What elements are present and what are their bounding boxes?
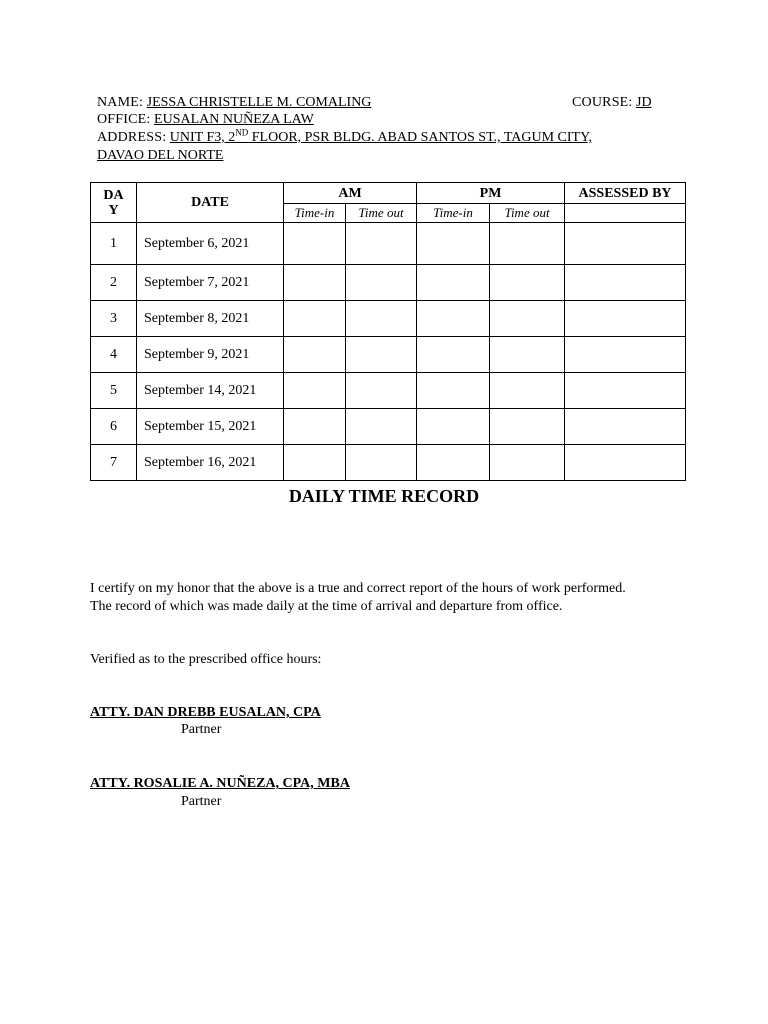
address-part1: UNIT F3, 2 [169, 130, 236, 145]
office-value: EUSALAN NUÑEZA LAW [154, 112, 314, 127]
name-line [97, 95, 371, 111]
day-cell: 4 [91, 337, 137, 373]
certification-text [90, 580, 626, 616]
am-time-in-cell [284, 445, 346, 481]
assessed-by-cell [565, 265, 686, 301]
assessed-by-cell [565, 337, 686, 373]
table-row [91, 337, 686, 373]
am-time-in-cell [284, 409, 346, 445]
assessed-by-cell [565, 373, 686, 409]
office-label: OFFICE: [97, 112, 151, 127]
table-row [91, 223, 686, 265]
pm-time-in-cell [417, 223, 490, 265]
date-cell: September 15, 2021 [137, 409, 284, 445]
pm-time-out-cell [490, 301, 565, 337]
signer-2-name: ATTY. ROSALIE A. NUÑEZA, CPA, MBA [90, 776, 350, 791]
time-record-table [90, 182, 686, 481]
name-value: JESSA CHRISTELLE M. COMALING [146, 95, 372, 110]
header-day [91, 183, 137, 223]
am-time-out-cell [346, 337, 417, 373]
day-cell: 7 [91, 445, 137, 481]
page-title: DAILY TIME RECORD [288, 486, 480, 506]
office-line [97, 112, 314, 128]
assessed-by-cell [565, 409, 686, 445]
day-cell: 3 [91, 301, 137, 337]
address-line2-value: DAVAO DEL NORTE [97, 148, 224, 163]
address-sup: ND [235, 127, 249, 138]
date-cell: September 6, 2021 [137, 223, 284, 265]
header-assessed-by: ASSESSED BY [565, 183, 686, 204]
am-time-in-cell [284, 265, 346, 301]
table-row [91, 445, 686, 481]
am-time-out-cell [346, 223, 417, 265]
am-time-in-cell [284, 337, 346, 373]
course-line [572, 95, 652, 111]
address-line-2 [97, 148, 223, 164]
certification-line-2: The record of which was made daily at the time of arrival and departure from office. [90, 599, 563, 614]
day-cell: 5 [91, 373, 137, 409]
address-line [97, 127, 592, 146]
pm-time-out-cell [490, 409, 565, 445]
pm-time-out-cell [490, 223, 565, 265]
am-time-in-cell [284, 301, 346, 337]
address-label: ADDRESS: [97, 130, 167, 145]
header-assessed-blank [565, 204, 686, 223]
pm-time-in-cell [417, 445, 490, 481]
certification-line-1: I certify on my honor that the above is a true and correct report of the hours of work performed. [90, 581, 626, 596]
pm-time-in-cell [417, 301, 490, 337]
assessed-by-cell [565, 301, 686, 337]
header-pm-time-out: Time out [490, 204, 565, 223]
signer-1-name: ATTY. DAN DREBB EUSALAN, CPA [90, 705, 321, 720]
header-date: DATE [137, 183, 284, 223]
pm-time-out-cell [490, 265, 565, 301]
am-time-out-cell [346, 301, 417, 337]
date-cell: September 7, 2021 [137, 265, 284, 301]
date-cell: September 14, 2021 [137, 373, 284, 409]
header-am-time-in: Time-in [284, 204, 346, 223]
header-day-text: DA Y [103, 187, 124, 218]
pm-time-out-cell [490, 337, 565, 373]
assessed-by-cell [565, 223, 686, 265]
table-row [91, 301, 686, 337]
day-cell: 6 [91, 409, 137, 445]
day-cell: 2 [91, 265, 137, 301]
am-time-out-cell [346, 265, 417, 301]
table-row [91, 265, 686, 301]
am-time-in-cell [284, 373, 346, 409]
header-am-time-out: Time out [346, 204, 417, 223]
pm-time-out-cell [490, 373, 565, 409]
address-value [169, 127, 592, 145]
assessed-by-cell [565, 445, 686, 481]
date-cell: September 16, 2021 [137, 445, 284, 481]
table-row [91, 409, 686, 445]
address-part2: FLOOR, PSR BLDG. ABAD SANTOS ST., TAGUM CITY, [248, 130, 592, 145]
name-label: NAME: [97, 95, 144, 110]
day-cell: 1 [91, 223, 137, 265]
am-time-out-cell [346, 409, 417, 445]
signer-2-role: Partner [181, 794, 222, 809]
pm-time-in-cell [417, 337, 490, 373]
header-pm-time-in: Time-in [417, 204, 490, 223]
table-row [91, 373, 686, 409]
am-time-in-cell [284, 223, 346, 265]
pm-time-in-cell [417, 265, 490, 301]
pm-time-out-cell [490, 445, 565, 481]
header-pm: PM [417, 183, 565, 204]
signer-1-role: Partner [181, 722, 222, 737]
am-time-out-cell [346, 445, 417, 481]
pm-time-in-cell [417, 373, 490, 409]
pm-time-in-cell [417, 409, 490, 445]
course-label: COURSE: [572, 95, 633, 110]
verified-text: Verified as to the prescribed office hours: [90, 652, 322, 667]
date-cell: September 8, 2021 [137, 301, 284, 337]
am-time-out-cell [346, 373, 417, 409]
course-value: JD [636, 95, 652, 110]
date-cell: September 9, 2021 [137, 337, 284, 373]
header-am: AM [284, 183, 417, 204]
